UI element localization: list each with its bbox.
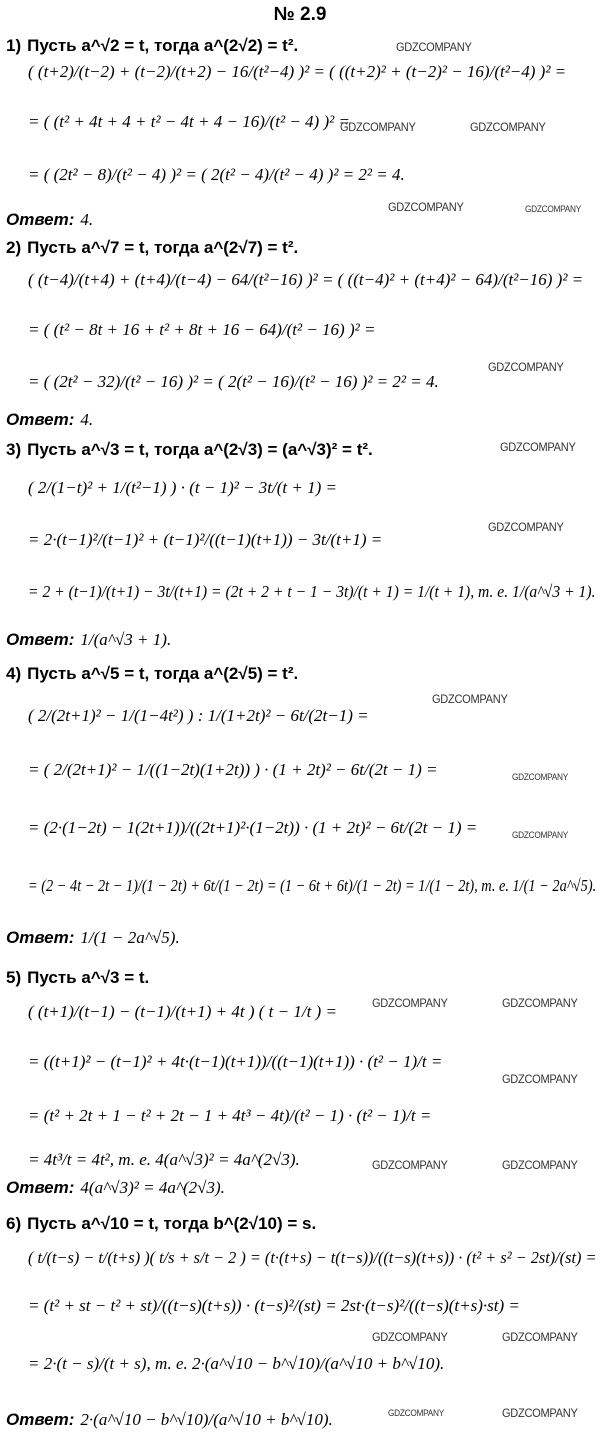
p6-line-1: ( t/(t−s) − t/(t+s) )( t/s + s/t − 2 ) = (t·(t+s) − t(t−s))/((t−s)(t+s)) · (t² + s² − 2st)/(st) =	[28, 1248, 597, 1267]
p3-line-3: = 2 + (t−1)/(t+1) − 3t/(t+1) = (2t + 2 + t − 1 − 3t)/(t + 1) = 1/(t + 1), т. е. 1/(a^√3 + 1).	[28, 582, 596, 601]
p5-line-4: = 4t³/t = 4t², т. е. 4(a^√3)² = 4a^(2√3).	[28, 1150, 300, 1169]
watermark: GDZCOMPANY	[512, 830, 568, 840]
watermark: GDZCOMPANY	[500, 440, 576, 454]
p6-line-2: = (t² + st − t² + st)/((t−s)(t+s)) · (t−s)²/(st) = 2st·(t−s)²/((t−s)(t+s)·st) =	[28, 1296, 520, 1315]
p5-line-2: = ((t+1)² − (t−1)² + 4t·(t−1)(t+1))/((t−1)(t+1)) · (t² − 1)/t =	[28, 1052, 443, 1071]
p4-line-1: ( 2/(2t+1)² − 1/(1−4t²) ) : 1/(1+2t)² − 6t/(2t−1) =	[28, 706, 369, 725]
p2-intro-line	[6, 238, 298, 258]
watermark: GDZCOMPANY	[432, 692, 508, 706]
watermark: GDZCOMPANY	[502, 1406, 578, 1420]
p4-intro-line	[6, 664, 298, 684]
watermark: GDZCOMPANY	[470, 120, 546, 134]
p3-line-1: ( 2/(1−t)² + 1/(t²−1) ) · (t − 1)² − 3t/(t + 1) =	[28, 478, 337, 497]
p1-intro: Пусть a^√2 = t, тогда a^(2√2) = t².	[27, 36, 299, 55]
p5-answer: Ответ: 4(a^√3)² = 4a^(2√3).	[6, 1178, 225, 1197]
p5-intro-line	[6, 968, 149, 988]
p2-number: 2)	[6, 238, 22, 257]
p4-number: 4)	[6, 664, 22, 683]
p2-answer: Ответ: 4.	[6, 410, 94, 429]
watermark: GDZCOMPANY	[502, 1158, 578, 1172]
p3-intro: Пусть a^√3 = t, тогда a^(2√3) = (a^√3)² = t².	[27, 440, 373, 459]
p5-intro: Пусть a^√3 = t.	[27, 968, 150, 987]
p1-number: 1)	[6, 36, 22, 55]
p2-line-3: = ( (2t² − 32)/(t² − 16) )² = ( 2(t² − 16)/(t² − 16) )² = 2² = 4.	[28, 372, 439, 391]
p3-intro-line	[6, 440, 373, 460]
watermark: GDZCOMPANY	[525, 204, 581, 214]
p6-answer: Ответ: 2·(a^√10 − b^√10)/(a^√10 + b^√10).	[6, 1410, 333, 1429]
watermark: GDZCOMPANY	[396, 40, 472, 54]
p4-answer: Ответ: 1/(1 − 2a^√5).	[6, 928, 180, 947]
page-title: № 2.9	[273, 4, 327, 25]
p6-intro: Пусть a^√10 = t, тогда b^(2√10) = s.	[27, 1214, 317, 1233]
watermark: GDZCOMPANY	[502, 996, 578, 1010]
watermark: GDZCOMPANY	[502, 1330, 578, 1344]
p5-line-3: = (t² + 2t + 1 − t² + 2t − 1 + 4t³ − 4t)/(t² − 1) · (t² − 1)/t =	[28, 1106, 432, 1125]
p1-line-1: ( (t+2)/(t−2) + (t−2)/(t+2) − 16/(t²−4) )² = ( ((t+2)² + (t−2)² − 16)/(t²−4) )² =	[28, 62, 567, 81]
watermark: GDZCOMPANY	[512, 772, 568, 782]
p4-intro: Пусть a^√5 = t, тогда a^(2√5) = t².	[27, 664, 299, 683]
p2-line-1: ( (t−4)/(t+4) + (t+4)/(t−4) − 64/(t²−16) )² = ( ((t−4)² + (t+4)² − 64)/(t²−16) )² =	[28, 270, 584, 289]
p1-answer: Ответ: 4.	[6, 210, 94, 229]
watermark: GDZCOMPANY	[388, 1408, 444, 1418]
p1-intro-line	[6, 36, 298, 56]
p1-line-2: = ( (t² + 4t + 4 + t² − 4t + 4 − 16)/(t² − 4) )² =	[28, 112, 350, 131]
p1-line-3: = ( (2t² − 8)/(t² − 4) )² = ( 2(t² − 4)/(t² − 4) )² = 2² = 4.	[28, 165, 405, 184]
p6-intro-line	[6, 1214, 316, 1234]
p4-line-4: = (2 − 4t − 2t − 1)/(1 − 2t) + 6t/(1 − 2t) = (1 − 6t + 6t)/(1 − 2t) = 1/(1 − 2t), т. е. 1/(1 − 2a^√5).	[28, 876, 597, 895]
watermark: GDZCOMPANY	[502, 1072, 578, 1086]
watermark: GDZCOMPANY	[372, 1330, 448, 1344]
p4-line-2: = ( 2/(2t+1)² − 1/((1−2t)(1+2t)) ) · (1 + 2t)² − 6t/(2t − 1) =	[28, 760, 438, 779]
watermark: GDZCOMPANY	[372, 1158, 448, 1172]
p6-number: 6)	[6, 1214, 22, 1233]
p5-line-1: ( (t+1)/(t−1) − (t−1)/(t+1) + 4t ) ( t − 1/t ) =	[28, 1002, 337, 1021]
watermark: GDZCOMPANY	[340, 120, 416, 134]
p5-number: 5)	[6, 968, 22, 987]
p4-line-3: = (2·(1−2t) − 1(2t+1))/((2t+1)²·(1−2t)) · (1 + 2t)² − 6t/(2t − 1) =	[28, 818, 478, 837]
watermark: GDZCOMPANY	[488, 520, 564, 534]
p6-line-3: = 2·(t − s)/(t + s), т. е. 2·(a^√10 − b^√10)/(a^√10 + b^√10).	[28, 1354, 445, 1373]
p3-number: 3)	[6, 440, 22, 459]
watermark: GDZCOMPANY	[388, 200, 464, 214]
p3-answer: Ответ: 1/(a^√3 + 1).	[6, 630, 172, 649]
watermark: GDZCOMPANY	[372, 996, 448, 1010]
watermark: GDZCOMPANY	[488, 360, 564, 374]
p2-line-2: = ( (t² − 8t + 16 + t² + 8t + 16 − 64)/(t² − 16) )² =	[28, 320, 376, 339]
p3-line-2: = 2·(t−1)²/(t−1)² + (t−1)²/((t−1)(t+1)) − 3t/(t+1) =	[28, 530, 383, 549]
p2-intro: Пусть a^√7 = t, тогда a^(2√7) = t².	[27, 238, 299, 257]
